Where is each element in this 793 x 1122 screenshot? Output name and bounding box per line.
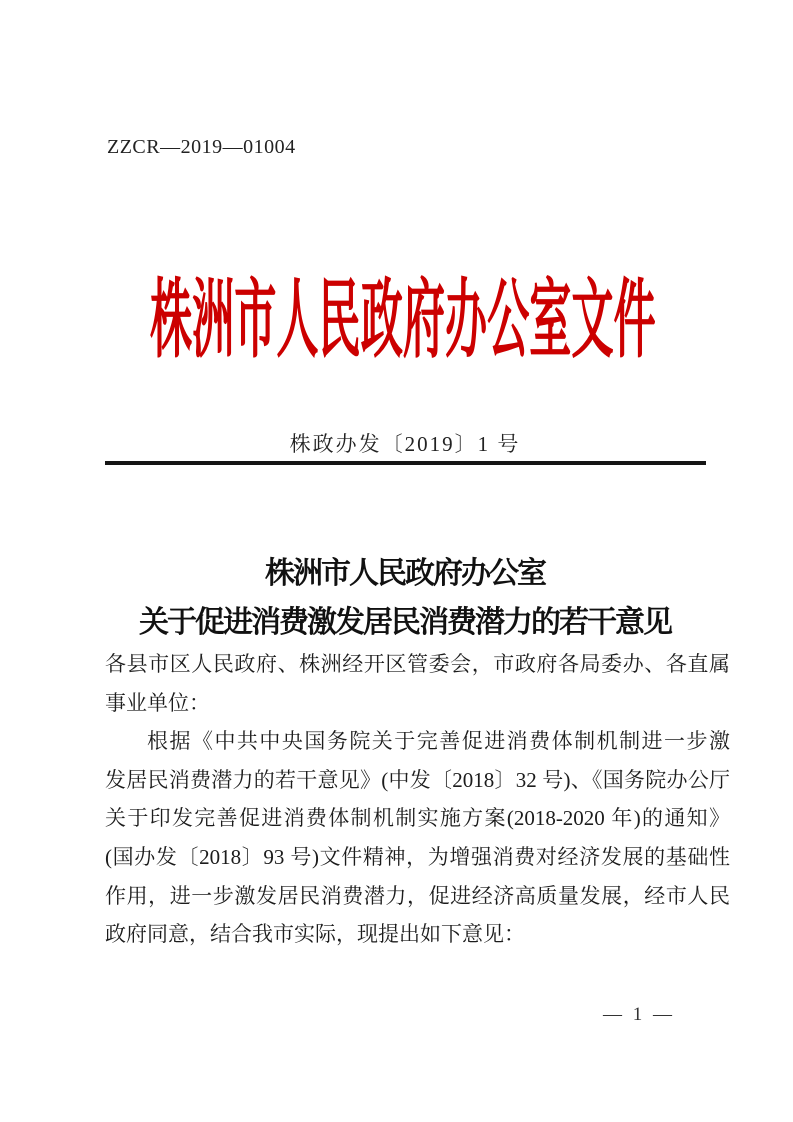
body-line: 政府同意，结合我市实际，现提出如下意见： [105,922,525,947]
doc-number: 株政办发〔2019〕1 号 [289,432,521,456]
doc-title [90,549,720,647]
banner-title: 株洲市人民政府办公室文件 [150,272,656,368]
body-line: 作用，进一步激发居民消费潜力，促进经济高质量发展，经市人民 [105,883,730,908]
body-line: 根据《中共中央国务院关于完善促进消费体制机制进一步激 [147,729,730,754]
header-rule [105,461,706,465]
doc-body [105,645,730,954]
doc-title-line2: 关于促进消费激发居民消费潜力的若干意见 [139,606,671,639]
body-line: 各县市区人民政府、株洲经开区管委会，市政府各局委办、各直属 [105,652,730,676]
body-line: 发居民消费潜力的若干意见》(中发〔2018〕32 号)、《国务院办公厅 [105,767,730,792]
body-line: (国办发〔2018〕93 号)文件精神，为增强消费对经济发展的基础性 [105,844,730,869]
page-number: — 1 — [603,1004,675,1025]
body-line: 关于印发完善促进消费体制机制实施方案(2018-2020 年)的通知》 [105,806,730,831]
doc-serial: ZZCR—2019—01004 [107,136,296,158]
banner [150,272,793,368]
body-line: 事业单位： [105,690,210,715]
doc-title-line1: 株洲市人民政府办公室 [265,557,545,590]
